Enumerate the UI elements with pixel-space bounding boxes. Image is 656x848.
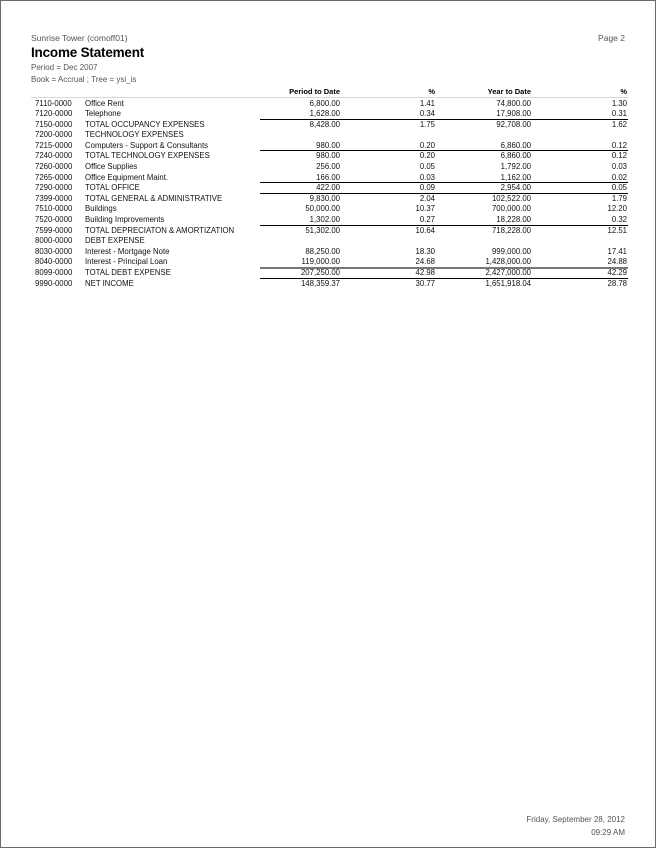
year-to-date-value: 6,860.00 [500, 151, 531, 161]
year-to-date-value: 1,792.00 [500, 162, 531, 172]
print-time: 09:29 AM [591, 828, 625, 837]
period-to-date-value: 50,000.00 [305, 204, 340, 214]
table-row [31, 278, 628, 289]
period-to-date-value: 207,250.00 [300, 268, 340, 277]
period-pct-value: 0.05 [419, 162, 435, 172]
account-description: Interest - Mortgage Note [85, 246, 170, 256]
year-pct-value: 0.03 [611, 162, 627, 172]
year-to-date-value: 2,954.00 [500, 183, 531, 193]
year-to-date-value: 17,908.00 [496, 109, 531, 119]
table-row [31, 246, 628, 257]
period-to-date-value: 980.00 [316, 151, 340, 161]
period-pct-value: 42.98 [415, 268, 435, 277]
table-row [31, 119, 628, 130]
period-to-date-value: 88,250.00 [305, 246, 340, 256]
period-pct-value: 1.41 [419, 98, 435, 108]
column-header-pct-year: % [620, 87, 627, 96]
year-to-date-value: 1,162.00 [500, 172, 531, 182]
period-pct-value: 10.64 [415, 225, 435, 235]
period-to-date-value: 9,830.00 [309, 193, 340, 203]
period-to-date-value: 422.00 [316, 183, 340, 193]
account-description: TOTAL DEBT EXPENSE [85, 268, 171, 277]
period-pct-value: 0.03 [419, 172, 435, 182]
table-row [31, 183, 628, 194]
table-row [31, 268, 628, 279]
account-number: 7510-0000 [35, 204, 73, 214]
table-row [31, 140, 628, 151]
table-row [31, 162, 628, 173]
account-number: 7265-0000 [35, 172, 73, 182]
table-row [31, 204, 628, 215]
account-number: 7215-0000 [35, 140, 73, 150]
year-pct-value: 12.20 [607, 204, 627, 214]
account-description: Computers - Support & Consultants [85, 140, 209, 150]
year-pct-value: 28.78 [607, 278, 627, 288]
year-pct-value: 0.12 [611, 151, 627, 161]
period-pct-value: 1.75 [419, 119, 435, 129]
year-to-date-value: 700,000.00 [491, 204, 531, 214]
year-pct-value: 0.05 [611, 183, 627, 193]
account-description: Office Equipment Maint. [85, 172, 169, 182]
print-date: Friday, September 28, 2012 [526, 815, 625, 824]
account-description: TOTAL DEPRECIATON & AMORTIZATION [85, 225, 235, 235]
year-pct-value: 1.30 [611, 98, 627, 108]
year-pct-value: 0.12 [611, 140, 627, 150]
account-number: 7399-0000 [35, 193, 73, 203]
account-number: 7260-0000 [35, 162, 73, 172]
account-number: 7200-0000 [35, 130, 73, 140]
account-description: Building Improvements [85, 215, 165, 225]
account-description: TECHNOLOGY EXPENSES [85, 130, 184, 140]
table-row [31, 215, 628, 226]
account-description: Buildings [85, 204, 117, 214]
period-to-date-value: 148,359.37 [300, 278, 340, 288]
year-to-date-value: 92,708.00 [496, 119, 531, 129]
account-description: DEBT EXPENSE [85, 236, 145, 246]
account-number: 9990-0000 [35, 278, 73, 288]
year-pct-value: 17.41 [607, 246, 627, 256]
table-row [31, 151, 628, 162]
account-number: 7120-0000 [35, 109, 73, 119]
period-pct-value: 0.34 [419, 109, 435, 119]
period-to-date-value: 119,000.00 [301, 257, 340, 267]
column-header-pct-period: % [428, 87, 435, 96]
period-to-date-value: 256.00 [316, 162, 340, 172]
period-to-date-value: 6,800.00 [309, 98, 340, 108]
year-to-date-value: 74,800.00 [496, 98, 531, 108]
table-row [31, 98, 628, 109]
table-row [31, 236, 628, 247]
account-description: TOTAL OFFICE [85, 183, 140, 193]
period-to-date-value: 1,302.00 [309, 215, 340, 225]
period-to-date-value: 8,428.00 [309, 119, 340, 129]
period-pct-value: 10.37 [415, 204, 435, 214]
report-period: Period = Dec 2007 [31, 63, 98, 72]
account-number: 8030-0000 [35, 246, 73, 256]
table-row [31, 172, 628, 183]
period-pct-value: 0.20 [419, 151, 435, 161]
page-number: Page 2 [598, 33, 625, 43]
report-title: Income Statement [31, 45, 145, 60]
year-to-date-value: 999,000.00 [491, 246, 531, 256]
table-row [31, 109, 628, 120]
period-pct-value: 0.27 [419, 215, 435, 225]
year-to-date-value: 102,522.00 [491, 193, 531, 203]
statement-rows [31, 98, 628, 289]
year-to-date-value: 1,428,000.00 [485, 257, 531, 267]
account-number: 7520-0000 [35, 215, 73, 225]
year-to-date-value: 2,427,000.00 [485, 268, 531, 277]
year-pct-value: 0.31 [611, 109, 627, 119]
account-number: 8099-0000 [35, 268, 73, 277]
period-pct-value: 30.77 [415, 278, 435, 288]
account-description: TOTAL OCCUPANCY EXPENSES [85, 119, 205, 129]
account-description: TOTAL GENERAL & ADMINISTRATIVE [85, 193, 223, 203]
year-to-date-value: 6,860.00 [500, 140, 531, 150]
year-to-date-value: 718,228.00 [491, 225, 531, 235]
table-row [31, 225, 628, 236]
account-number: 8040-0000 [35, 257, 73, 267]
account-number: 8000-0000 [35, 236, 73, 246]
year-pct-value: 1.62 [611, 119, 627, 129]
report-book-tree: Book = Accrual ; Tree = ysi_is [31, 75, 137, 84]
period-to-date-value: 980.00 [316, 140, 340, 150]
account-number: 7599-0000 [35, 225, 73, 235]
year-pct-value: 0.32 [611, 215, 627, 225]
account-description: NET INCOME [85, 278, 134, 288]
account-description: Telephone [85, 109, 121, 119]
column-headers [31, 87, 628, 98]
table-row [31, 130, 628, 141]
account-number: 7240-0000 [35, 151, 73, 161]
account-number: 7150-0000 [35, 119, 73, 129]
account-number: 7110-0000 [35, 98, 72, 108]
period-pct-value: 18.30 [415, 246, 435, 256]
year-to-date-value: 18,228.00 [496, 215, 531, 225]
year-pct-value: 24.88 [607, 257, 627, 267]
period-pct-value: 24.68 [415, 257, 435, 267]
column-header-period-to-date: Period to Date [289, 87, 340, 96]
year-pct-value: 0.02 [611, 172, 627, 182]
year-pct-value: 12.51 [607, 225, 627, 235]
account-description: Office Rent [85, 98, 124, 108]
period-to-date-value: 166.00 [316, 172, 340, 182]
account-description: TOTAL TECHNOLOGY EXPENSES [85, 151, 210, 161]
year-pct-value: 42.29 [607, 268, 627, 277]
year-pct-value: 1.79 [611, 193, 627, 203]
period-pct-value: 0.09 [419, 183, 435, 193]
company-name: Sunrise Tower (comoff01) [31, 33, 128, 43]
column-header-year-to-date: Year to Date [487, 87, 531, 96]
table-row [31, 193, 628, 204]
table-row [31, 257, 628, 268]
account-description: Interest - Principal Loan [85, 257, 168, 267]
period-pct-value: 0.20 [419, 140, 435, 150]
period-to-date-value: 51,302.00 [305, 225, 340, 235]
account-number: 7290-0000 [35, 183, 73, 193]
period-to-date-value: 1,628.00 [309, 109, 340, 119]
account-description: Office Supplies [85, 162, 138, 172]
year-to-date-value: 1,651,918.04 [485, 278, 531, 288]
period-pct-value: 2.04 [419, 193, 435, 203]
